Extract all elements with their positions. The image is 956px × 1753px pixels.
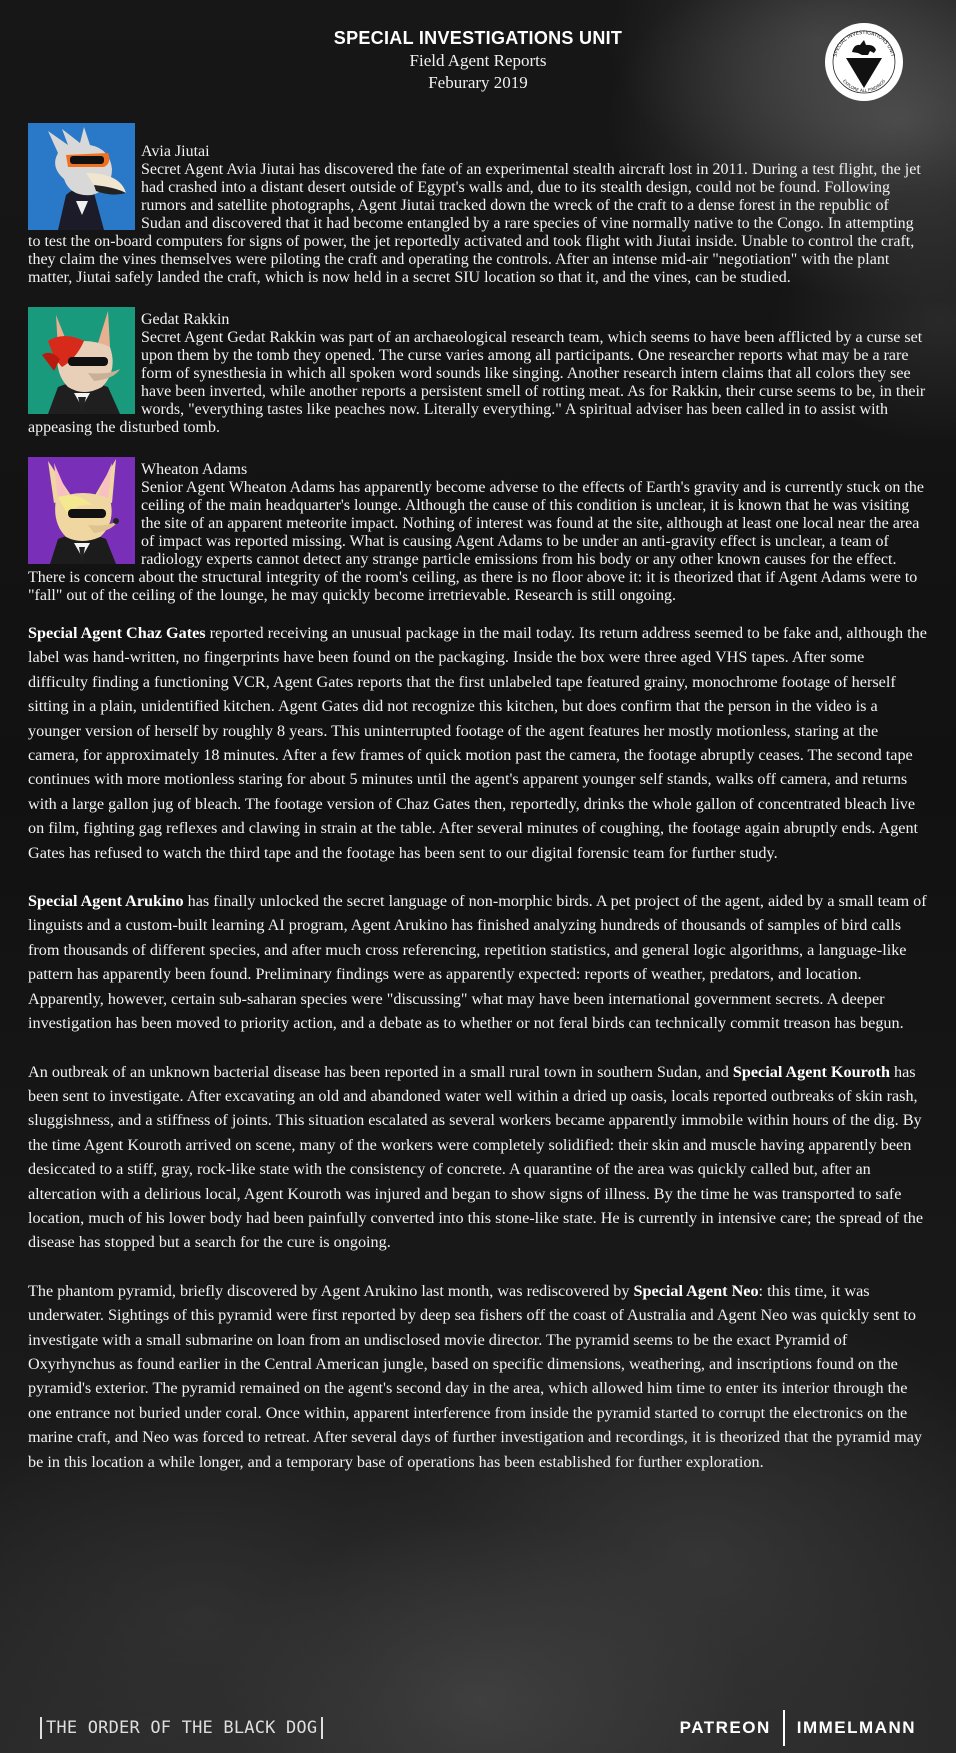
portrait-caption: Avia Jiutai — [141, 143, 210, 160]
bird-agent-avatar-icon — [28, 123, 135, 230]
footer-brand: THE ORDER OF THE BLACK DOG — [40, 1717, 323, 1739]
portrait-wheaton-adams — [28, 457, 135, 564]
agent-name: Senior Agent Wheaton Adams — [141, 479, 335, 496]
seal-bottom-text: EXPLORE ALL FINDINGS — [841, 78, 887, 94]
agent-name: Special Agent Arukino — [28, 892, 184, 911]
footer-author: IMMELMANN — [796, 1718, 916, 1737]
report-kouroth — [28, 1060, 928, 1255]
report-date: Feburary 2019 — [428, 73, 528, 92]
portrait-caption: Wheaton Adams — [141, 461, 248, 478]
footer-patreon: PATREON — [679, 1718, 771, 1737]
portrait-avia-jiutai — [28, 123, 135, 230]
page-title: SPECIAL INVESTIGATIONS UNIT — [333, 28, 623, 48]
report-body: reported receiving an unusual package in the mail today. Its return address seemed to be fake and, although the label was hand-written, no fingerprints have been found on the packaging. Inside the box were three aged VHS tapes. After some difficulty finding a functioning VCR, Agent Gates reports that the first unlabeled tape featured grainy, monochrome footage of herself sitting in a plain, unidentified kitchen. Agent Gates did not recognize this kitchen, but does confirm that the person in the video is a younger version of herself by roughly 8 years. This uninterrupted footage of the agent features her mostly motionless, staring at the camera, for approximately 18 minutes. After a few frames of quick motion past the camera, the footage abruptly ceases. The second tape continues with more motionless staring for about 5 minutes until the agent's apparent younger self stands, walks off camera, and returns with a large gallon jug of bleach. The footage version of Chaz Gates then, reportedly, drinks the whole gallon of concentrated bleach live on film, fighting gag reflexes and clawing in strain at the table. After several minutes of coughing, the footage again abruptly ends. Agent Gates has refused to watch the third tape and the footage has been sent to our digital forensic team for further study. — [28, 624, 927, 862]
report-body: has apparently become adverse to the effects of Earth's gravity and is currently stuck on the ceiling of the main headquarter's lounge. Although the cause of this condition is unclear, it is known that he was visiting the site of an apparent meteorite impact. Nothing of interest was found at the site, although at least one local near the area of impact was reported missing. What is causing Agent Adams to be under an anti-gravity effect is unclear, a team of radiology experts cannot detect any strange particle emissions from his body or any other known causes for the effect. There is concern about the structural integrity of the room's ceiling, as there is no floor above it: it is theorized that if Agent Adams were to "fall" out of the ceiling of the lounge, he may quickly become irretrievable. Research is still ongoing. — [28, 479, 924, 604]
report-body: has finally unlocked the secret language of non-morphic birds. A pet project of the agent, aided by a small team of linguists and a custom-built learning AI program, Agent Arukino has finished analyzing hundreds of thousands of samples of bird calls from thousands of different species, and after much cross referencing, repetition statistics, and general logic algorithms, a language-like pattern has apparently been found. Preliminary findings were as apparently expected: reports of weather, predators, and location. Apparently, however, certain sub-saharan species were "discussing" what may have been international government secrets. A deeper investigation has been moved to priority action, and a debate as to whether or not feral birds can technically commit treason has begun. — [28, 892, 927, 1033]
footer-divider — [783, 1710, 785, 1746]
report-body: was part of an archaeological research team, which seems to have been afflicted by a curse set upon them by the tomb they opened. The curse varies among all participants. One researcher reports what may be a rare form of synesthesia in which all spoken word sounds like singing. Another research intern claims that all colors they see have been inverted, while another reports a persistent smell of rotting meat. As for Rakkin, their curse seems to be, in their words, "everything tastes like peaches now. Literally everything." A spiritual adviser has been called in to assist with appeasing the disturbed tomb. — [28, 329, 926, 436]
agent-name: Special Agent Chaz Gates — [28, 624, 206, 642]
report-arukino — [28, 889, 928, 1035]
fox-agent-avatar-icon — [28, 307, 135, 414]
agent-name: Special Agent Neo — [633, 1281, 759, 1300]
report-body: has been sent to investigate. After excavating an old and abandoned water well within a dried up oasis, locals reported outbreaks of skin rash, sluggishness, and a stiffness of joints. This situation escalated as several workers became apparently immobile within hours of the dig. By the time Agent Kouroth arrived on scene, many of the workers were completely solidified: their skin and muscle having apparently been desiccated to a stiff, gray, rock-like state with the consistency of concrete. A quarantine of the area was quickly called but, after an altercation with a delirious local, Agent Kouroth was injured and began to show signs of illness. By the time he was transported to safe location, much of his lower body had been painfully converted into this stone-like state. He is currently in intensive care; the spread of the disease has stopped but a search for the cure is ongoing. — [28, 1062, 923, 1252]
report-neo — [28, 1279, 928, 1474]
page-subtitle: Field Agent Reports — [409, 51, 547, 70]
siu-seal-icon — [824, 22, 904, 102]
agent-name: Secret Agent Avia Jiutai — [141, 161, 295, 178]
reports-list — [28, 119, 928, 1498]
seal-top-text: SPECIAL INVESTIGATIONS UNIT — [832, 29, 896, 58]
fennec-agent-avatar-icon — [28, 457, 135, 564]
portrait-caption: Gedat Rakkin — [141, 311, 230, 328]
report-body: : this time, it was underwater. Sightings of this pyramid were first reported by deep sea fishers off the coast of Australia and Agent Neo was quickly sent to investigate with a small submarine on loan from an undisclosed movie director. The pyramid seems to be the exact Pyramid of Oxyrhynchus as found earlier in the Central American jungle, based on specific dimensions, weathering, and inscriptions found on the pyramid's exterior. The pyramid remained on the agent's second day in the area, which allowed him time to enter its interior through the one entrance not buried under coral. Once within, apparent interference from inside the pyramid started to corrupt the electronics on the marine craft, and Neo was forced to retreat. After several days of further investigation and recordings, it is theorized that the pyramid may be in this location a while longer, and a temporary base of operations has been established for further exploration. — [28, 1281, 923, 1471]
report-body: has discovered the fate of an experimental stealth aircraft lost in 2011. During a test flight, the jet had crashed into a distant desert outside of Egypt's walls and, due to its stealth design, could not be found. Following rumors and satellite photographs, Agent Jiutai tracked down the wreck of the craft to a dense forest in the republic of Sudan and discovered that it had become entangled by a rare species of vine normally native to the Congo. In attempting to test the on-board computers for signs of power, the jet reportedly activated and took flight with Jiutai inside. Unable to control the craft, they claim the vines themselves were piloting the craft and operating the controls. After an intense mid-air "negotiation" with the plant matter, Jiutai safely landed the craft, which is now held in a secret SIU location so that it, and the vines, can be studied. — [28, 161, 921, 286]
footer-credits — [680, 1714, 916, 1742]
agent-name: Special Agent Kouroth — [732, 1062, 890, 1081]
report-chaz-gates — [28, 621, 928, 865]
report-intro: An outbreak of an unknown bacterial disease has been reported in a small rural town in southern Sudan, and — [28, 1062, 733, 1081]
agent-name: Secret Agent Gedat Rakkin — [141, 329, 316, 346]
portrait-gedat-rakkin — [28, 307, 135, 414]
page-header — [0, 26, 956, 94]
report-intro: The phantom pyramid, briefly discovered by Agent Arukino last month, was rediscovered by — [28, 1281, 634, 1300]
